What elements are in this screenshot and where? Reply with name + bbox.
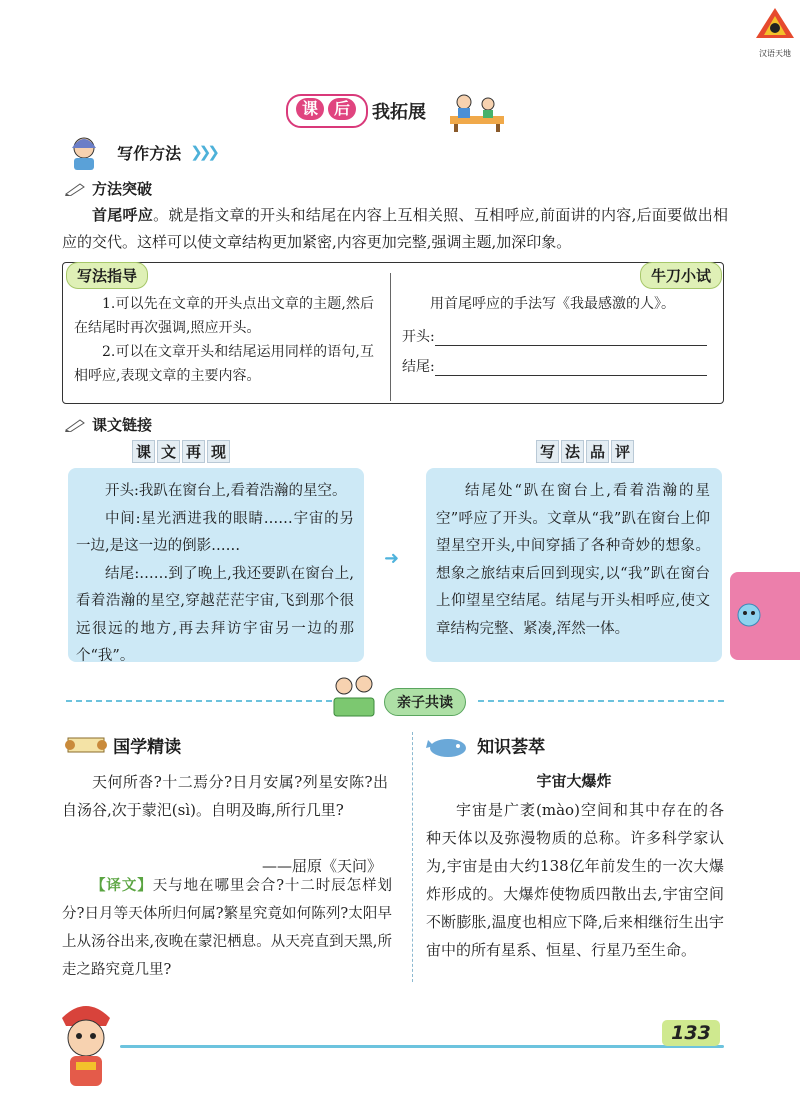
method-breakthrough-label: 方法突破 bbox=[92, 180, 153, 198]
translation-text: 天与地在哪里会合?十二时辰怎样划分?日月等天体所归何属?繁星究竟如何陈列?太阳早上从汤谷出来,夜晚在蒙汜栖息。从天亮直到天黑,所走之路究竟几里? bbox=[62, 878, 392, 978]
guoxue-translation bbox=[62, 872, 392, 984]
guoxue-heading-row bbox=[64, 732, 181, 758]
pencil-icon bbox=[64, 418, 86, 432]
recall-paragraph: 结尾:……到了晚上,我还要趴在窗台上,看着浩瀚的星空,穿越茫茫宇宙,飞到那个很远很远的地方,再去拜访宇宙另一边的那个“我”。 bbox=[76, 565, 354, 664]
title-char: 品 bbox=[586, 440, 609, 463]
lesson-link-label-row bbox=[64, 414, 152, 435]
ending-label: 结尾: bbox=[402, 359, 435, 375]
guide-point: 1.可以先在文章的开头点出文章的主题,然后在结尾时再次强调,照应开头。 bbox=[74, 296, 374, 336]
writing-review-title bbox=[536, 440, 636, 463]
recall-paragraph: 中间:星光洒进我的眼睛……宇宙的另一边,是这一边的倒影…… bbox=[76, 510, 354, 554]
knowledge-text: 宇宙是广袤(mào)空间和其中存在的各种天体以及弥漫物质的总称。许多科学家认为,宇宙是由大约138亿年前发生的一次大爆炸形成的。大爆炸使物质四散出去,宇宙空间不断膨胀,温度也相应下降,后来相继衍生出宇宙中的所有星系、恒星、行星乃至生命。 bbox=[426, 801, 724, 959]
chevron-right-icon: ❯❯❯ bbox=[190, 143, 216, 161]
arrow-right-icon: ➜ bbox=[384, 548, 400, 569]
opera-mascot-icon bbox=[48, 996, 124, 1096]
writing-method-heading: 写作方法 bbox=[117, 143, 182, 163]
opening-label: 开头: bbox=[402, 329, 435, 345]
title-char: 现 bbox=[207, 440, 230, 463]
title-char: 课 bbox=[132, 440, 155, 463]
parent-child-reading-label: 亲子共读 bbox=[384, 688, 466, 716]
method-breakthrough-paragraph bbox=[62, 202, 728, 256]
practice-ending-row bbox=[402, 356, 707, 376]
banner-pill-char: 课 bbox=[296, 98, 324, 120]
publisher-logo bbox=[752, 6, 798, 58]
side-tab bbox=[730, 572, 800, 660]
reading-family-icon bbox=[328, 672, 380, 720]
guoxue-poem: 天何所沓?十二焉分?日月安属?列星安陈?出自汤谷,次于蒙汜(sì)。自明及晦,所行几里? bbox=[62, 773, 388, 819]
ending-answer-line[interactable] bbox=[435, 357, 707, 376]
banner-pill-char: 后 bbox=[328, 98, 356, 120]
page-number: 133 bbox=[662, 1020, 720, 1046]
guoxue-source: ——屈原《天问》 bbox=[261, 857, 382, 875]
title-char: 写 bbox=[536, 440, 559, 463]
practice-prompt: 用首尾呼应的手法写《我最感激的人》。 bbox=[430, 296, 675, 312]
method-breakthrough-label-row bbox=[64, 178, 152, 199]
writing-guide-points bbox=[74, 292, 374, 388]
dragon-mascot-icon bbox=[734, 600, 764, 630]
pencil-icon bbox=[64, 182, 86, 196]
whale-icon bbox=[424, 732, 472, 758]
writing-method-heading-row bbox=[64, 134, 216, 170]
knowledge-heading: 知识荟萃 bbox=[477, 737, 546, 758]
divider-right bbox=[478, 700, 724, 702]
guide-divider bbox=[390, 273, 391, 401]
publisher-logo-text: 汉语天地 bbox=[759, 49, 791, 58]
writing-review-card bbox=[426, 468, 722, 662]
scroll-icon bbox=[64, 732, 108, 758]
section-banner bbox=[286, 88, 516, 134]
title-char: 文 bbox=[157, 440, 180, 463]
banner-pill bbox=[286, 94, 368, 128]
opening-answer-line[interactable] bbox=[435, 327, 707, 346]
title-char: 法 bbox=[561, 440, 584, 463]
method-text: 。就是指文章的开头和结尾在内容上互相关照、互相呼应,前面讲的内容,后面要做出相应的交代。这样可以使文章结构更加紧密,内容更加完整,强调主题,加深印象。 bbox=[62, 206, 728, 251]
lesson-link-label: 课文链接 bbox=[92, 416, 153, 434]
review-paragraph: 结尾处“趴在窗台上,看着浩瀚的星空”呼应了开头。文章从“我”趴在窗台上仰望星空开头,中间穿插了各种奇妙的想象。想象之旅结束后回到现实,以“我”趴在窗台上仰望星空结尾。结尾与开头相呼应,使文章结构完整、紧凑,浑然一体。 bbox=[436, 483, 710, 637]
banner-title: 我拓展 bbox=[372, 102, 426, 123]
column-divider bbox=[412, 732, 414, 982]
guide-point: 2.可以在文章开头和结尾运用同样的语句,互相呼应,表现文章的主要内容。 bbox=[74, 344, 374, 384]
practice-opening-row bbox=[402, 326, 707, 346]
method-term: 首尾呼应 bbox=[92, 206, 154, 224]
classroom-illustration-icon bbox=[446, 88, 508, 134]
recall-paragraph: 开头:我趴在窗台上,看着浩瀚的星空。 bbox=[105, 483, 347, 499]
footer-line bbox=[120, 1045, 724, 1048]
lesson-recall-card bbox=[68, 468, 364, 662]
guoxue-heading: 国学精读 bbox=[113, 737, 182, 758]
writing-guide-label: 写法指导 bbox=[66, 262, 148, 289]
practice-label: 牛刀小试 bbox=[640, 262, 722, 289]
title-char: 再 bbox=[182, 440, 205, 463]
knowledge-heading-row bbox=[424, 732, 545, 758]
knowledge-title: 宇宙大爆炸 bbox=[536, 772, 612, 790]
title-char: 评 bbox=[611, 440, 634, 463]
translation-label: 【译文】 bbox=[91, 877, 153, 894]
lesson-recall-title bbox=[132, 440, 232, 463]
teacher-avatar-icon bbox=[64, 134, 104, 170]
divider-left bbox=[66, 700, 332, 702]
